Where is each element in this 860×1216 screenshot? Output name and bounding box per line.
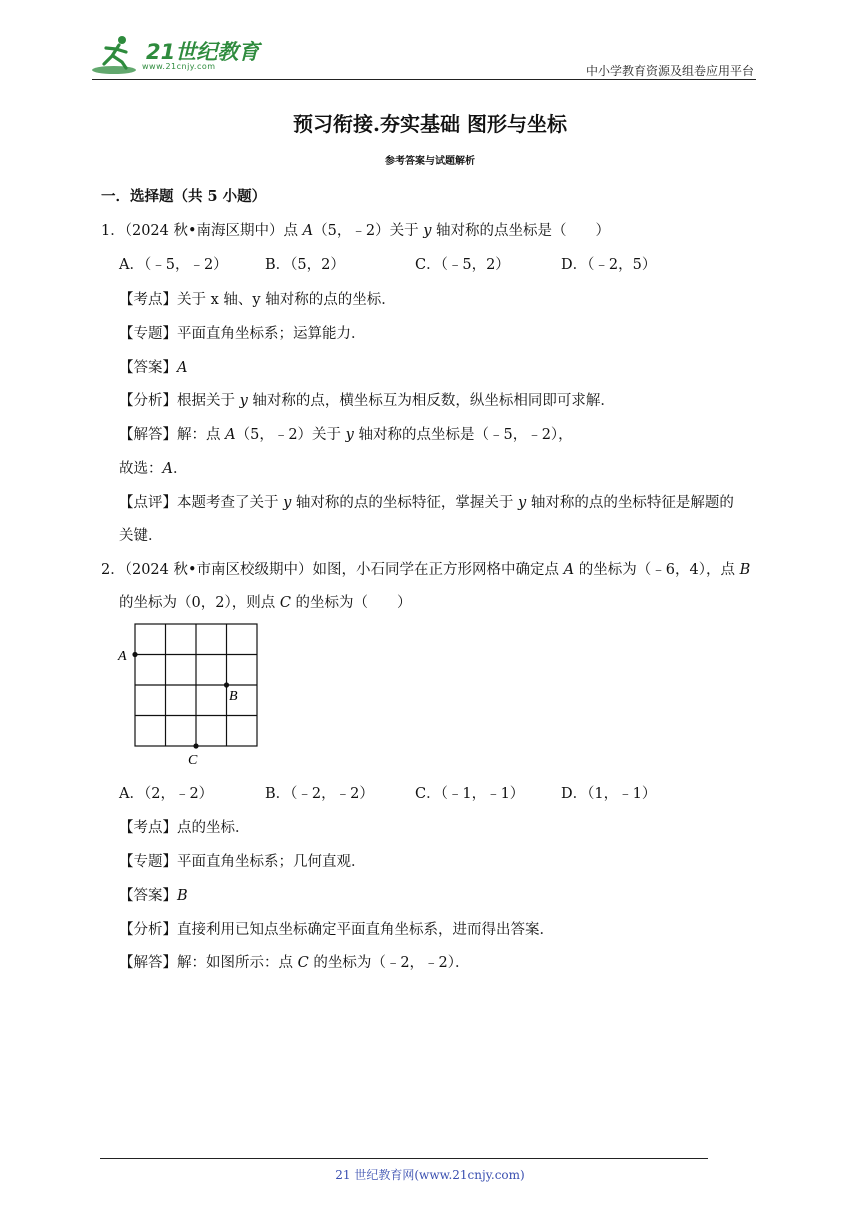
q2-answer-label: 【答案】 <box>119 888 177 904</box>
q1-comment-var: y <box>283 495 292 511</box>
q2-stem-var: C <box>279 595 291 611</box>
q2-option-c: C．（﹣1，﹣1） <box>415 786 525 802</box>
document-subtitle: 参考答案与试题解析 <box>385 156 475 167</box>
q1-choice <box>119 457 187 478</box>
q1-kaodian: 【考点】关于 x 轴、y 轴对称的点的坐标． <box>119 292 396 308</box>
q1-solution-var: A <box>225 427 236 443</box>
label-b: B <box>229 689 238 704</box>
footer-divider <box>100 1158 708 1159</box>
logo-url: www.21cnjy.com <box>142 62 216 71</box>
q2-stem-text: 的坐标为（ ） <box>290 595 412 611</box>
q1-options <box>119 253 719 273</box>
q2-answer <box>119 884 188 905</box>
grid-lines <box>135 624 257 746</box>
point-b <box>224 682 229 687</box>
q1-solution-var: y <box>345 427 354 443</box>
q2-stem-var: B <box>739 562 751 578</box>
label-c: C <box>188 753 198 768</box>
section-heading: 一．选择题（共 5 小题） <box>101 188 267 205</box>
q1-option-a: A．（﹣5，﹣2） <box>119 257 228 273</box>
q1-analysis-text: 【分析】根据关于 <box>119 393 240 409</box>
q1-stem-var: y <box>423 223 432 239</box>
q1-stem <box>101 219 610 240</box>
q1-solution-text: 轴对称的点坐标是（﹣5，﹣2）， <box>353 427 573 443</box>
q1-analysis <box>119 389 615 410</box>
q2-option-d: D．（1，﹣1） <box>561 786 657 802</box>
document-title: 预习衔接.夯实基础 图形与坐标 <box>293 112 567 136</box>
q2-stem-text: 2．（2024 秋•市南区校级期中）如图，小石同学在正方形网格中确定点 <box>101 562 564 578</box>
q1-stem-text: 轴对称的点坐标是（ ） <box>431 223 611 239</box>
q2-analysis: 【分析】直接利用已知点坐标确定平面直角坐标系，进而得出答案． <box>119 922 554 938</box>
q1-answer-value: A <box>177 360 188 376</box>
q2-stem-text: 的坐标为（﹣6，4），点 <box>574 562 740 578</box>
q1-comment-text: 【点评】本题考查了关于 <box>119 495 284 511</box>
logo-text: 21世纪教育 <box>146 40 260 64</box>
q1-solution-text: （5，﹣2）关于 <box>235 427 346 443</box>
q2-options <box>119 782 719 802</box>
q1-analysis-text: 轴对称的点，横坐标互为相反数，纵坐标相同即可求解． <box>247 393 615 409</box>
q1-stem-var: A <box>302 223 314 239</box>
q1-analysis-var: y <box>239 393 248 409</box>
q1-answer <box>119 356 187 377</box>
q2-solution-text: 的坐标为（﹣2，﹣2）． <box>308 955 470 971</box>
label-a: A <box>118 649 127 664</box>
q1-stem-text: 1．（2024 秋•南海区期中）点 <box>101 223 303 239</box>
q2-zhuanti: 【专题】平面直角坐标系；几何直观． <box>119 854 366 870</box>
q1-choice-var: A <box>162 461 173 477</box>
q1-zhuanti: 【专题】平面直角坐标系；运算能力． <box>119 326 366 342</box>
q1-choice-text: 故选： <box>119 461 163 477</box>
q2-stem-line2 <box>119 591 412 612</box>
q2-stem-var: A <box>563 562 575 578</box>
q1-option-d: D．（﹣2，5） <box>561 257 657 273</box>
platform-name: 中小学教育资源及组卷应用平台 <box>585 64 754 78</box>
q1-solution <box>119 423 573 444</box>
site-logo <box>92 34 262 76</box>
q1-answer-label: 【答案】 <box>119 360 177 376</box>
q1-comment-var: y <box>518 495 527 511</box>
q2-solution <box>119 951 470 972</box>
q2-option-b: B．（﹣2，﹣2） <box>265 786 374 802</box>
q1-choice-text: ． <box>172 461 188 477</box>
q2-kaodian: 【考点】点的坐标． <box>119 820 250 836</box>
q1-solution-text: 【解答】解：点 <box>119 427 226 443</box>
q1-option-c: C．（﹣5，2） <box>415 257 510 273</box>
q1-option-b: B．（5，2） <box>265 257 345 273</box>
point-c <box>193 743 198 748</box>
q2-solution-var: C <box>297 955 309 971</box>
q1-comment <box>119 491 734 512</box>
square-grid-figure <box>112 620 272 770</box>
q2-solution-text: 【解答】解：如图所示：点 <box>119 955 298 971</box>
header-divider <box>92 79 756 80</box>
q2-answer-value: B <box>177 888 188 904</box>
q1-stem-text: （5，﹣2）关于 <box>313 223 424 239</box>
runner-logo-icon <box>92 34 144 76</box>
q1-comment-text: 轴对称的点的坐标特征是解题的 <box>526 495 734 511</box>
q1-comment-cont: 关键． <box>119 528 163 544</box>
page-header <box>0 0 860 80</box>
q2-stem-text: 的坐标为（0，2），则点 <box>119 595 280 611</box>
q2-stem-line1 <box>101 558 750 579</box>
q2-option-a: A．（2，﹣2） <box>119 786 214 802</box>
point-a <box>132 652 137 657</box>
footer-link[interactable]: 21 世纪教育网(www.21cnjy.com) <box>335 1168 525 1182</box>
q1-comment-text: 轴对称的点的坐标特征，掌握关于 <box>291 495 519 511</box>
